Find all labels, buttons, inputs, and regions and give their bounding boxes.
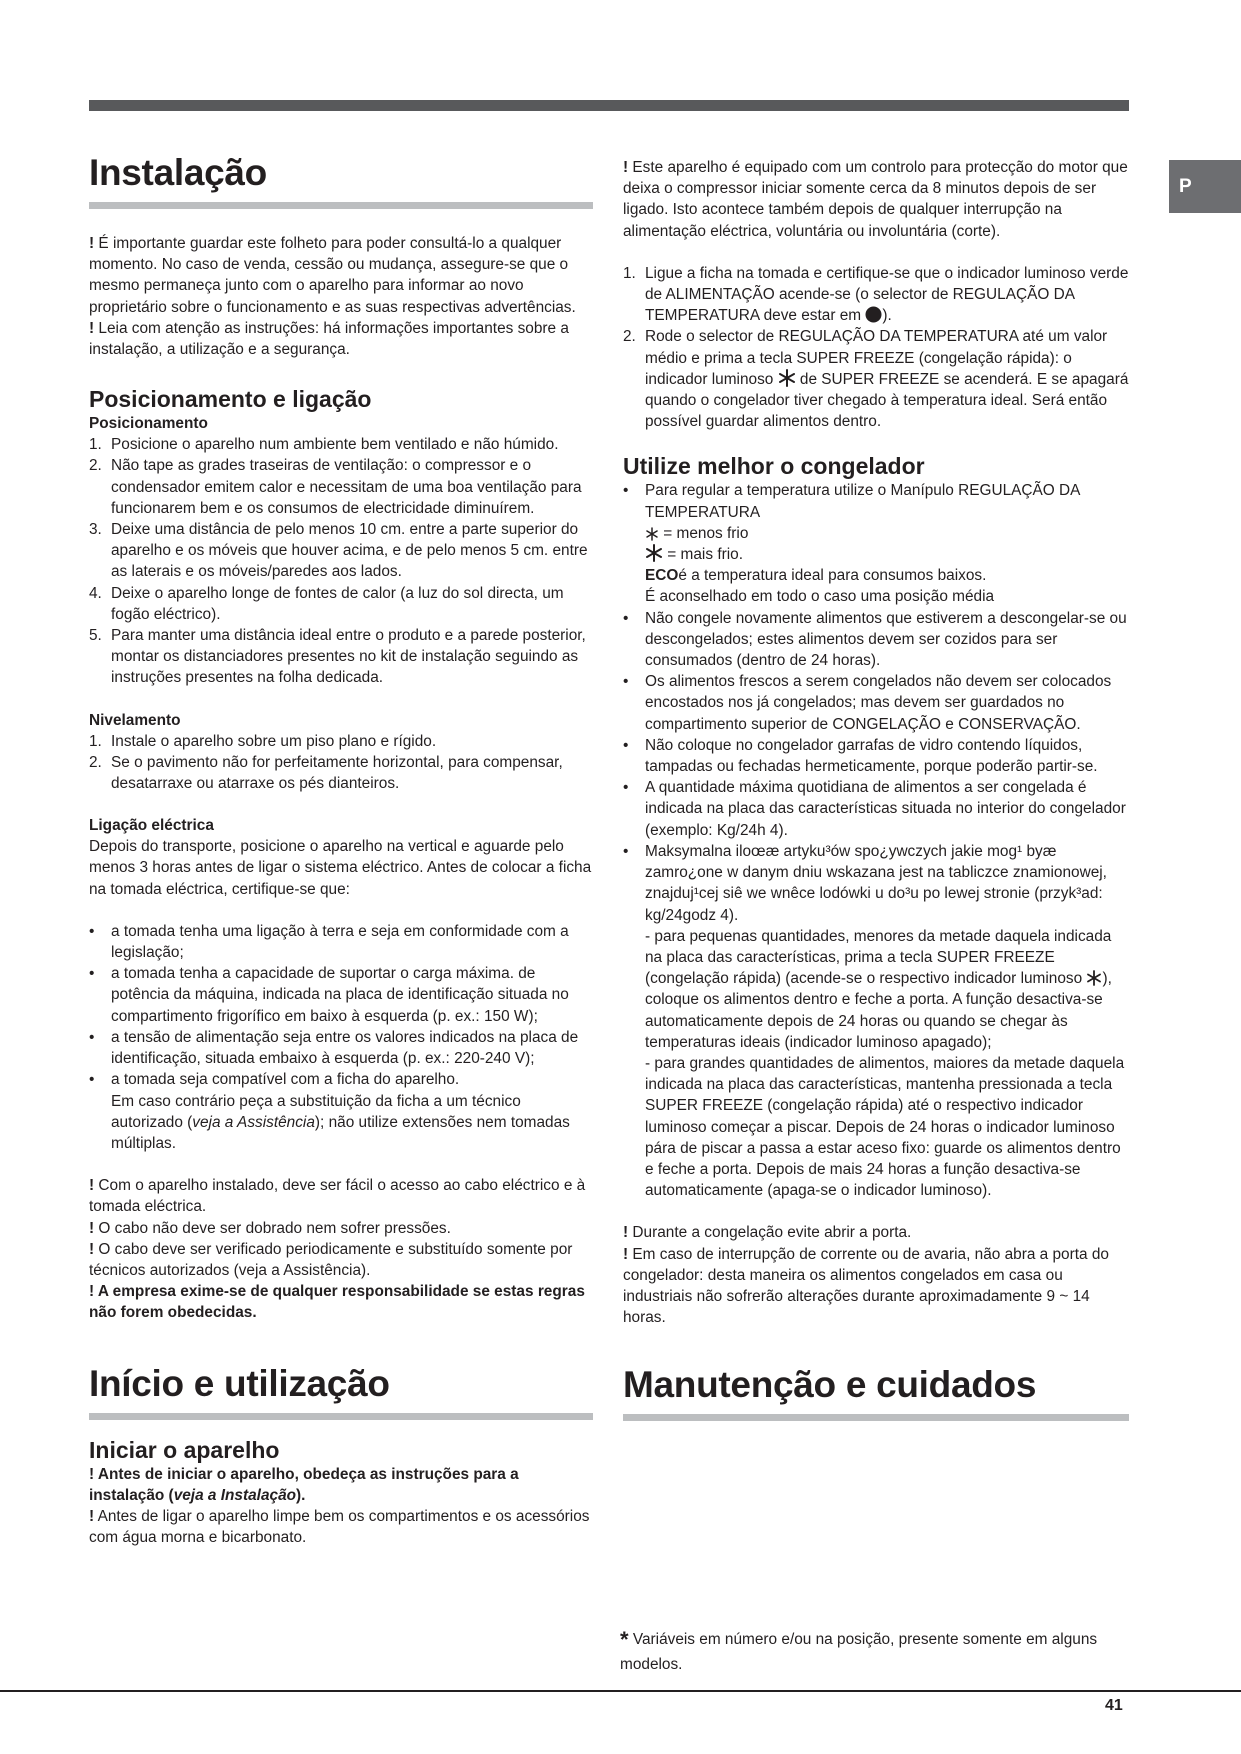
heading-rule xyxy=(89,1413,593,1420)
snowflake-large-icon xyxy=(645,544,663,562)
intro-paragraph: ! É importante guardar este folheto para poder consultá-lo a qualquer momento. No caso de venda, cessão ou mudança, assegure-se que o mesmo permaneça junto com o aparelho para informar ao novo proprietário sobre o funcionamento e as suas respectivas advertências. xyxy=(89,235,576,316)
heading-nivelamento: Nivelamento xyxy=(89,711,181,729)
list-item: 1. Posicione o aparelho num ambiente bem ventilado e não húmido. xyxy=(89,436,559,454)
list-item: • Os alimentos frescos a serem congelados não devem ser colocados encostados nos já congelados; mas devem ser guardados no compartimento superior de CONGELAÇÃO e CONSERVAÇÃO. xyxy=(623,673,1112,733)
heading-utilize-congelador: Utilize melhor o congelador xyxy=(623,453,925,480)
heading-manutencao: Manutenção e cuidados xyxy=(623,1364,1037,1406)
start-instruction: ! Antes de iniciar o aparelho, obedeça as instruções para a instalação (veja a Instalação). xyxy=(89,1465,519,1504)
warning-cable-bend: ! O cabo não deve ser dobrado nem sofrer pressões. xyxy=(89,1219,451,1237)
warning-liability: ! A empresa exime-se de qualquer responsabilidade se estas regras não forem obedecidas. xyxy=(89,1283,585,1322)
list-item: 4. Deixe o aparelho longe de fontes de calor (a luz do sol directa, um fogão eléctrico). xyxy=(89,584,564,623)
footnote: * Variáveis em número e/ou na posição, presente somente em alguns modelos. xyxy=(620,1627,1098,1673)
intro-paragraph-2: ! Leia com atenção as instruções: há informações importantes sobre a instalação, a utilização e a segurança. xyxy=(89,319,569,359)
warning-cable-access: ! Com o aparelho instalado, deve ser fácil o acesso ao cabo eléctrico e à tomada eléctrica. xyxy=(89,1177,586,1216)
page-number: 41 xyxy=(1105,1697,1123,1714)
header-bar xyxy=(89,100,1129,111)
leveling-list xyxy=(89,731,593,795)
list-item: • Não coloque no congelador garrafas de vidro contendo líquidos, tampadas ou fechadas hermeticamente, porque poderão partir-se. xyxy=(623,736,1098,776)
list-item: 1. Instale o aparelho sobre um piso plano e rígido. xyxy=(89,732,437,750)
list-item: • a tomada seja compatível com a ficha do aparelho. Em caso contrário peça a substituição da ficha a um técnico autorizado (veja a Assistência); não utilize extensões nem tomadas múltiplas. xyxy=(89,1071,570,1152)
list-item: • Para regular a temperatura utilize o Manípulo REGULAÇÃO DA TEMPERATURA = menos frio = mais frio. ECOé a temperatura ideal para consumos baixos. É aconselhado em todo o caso uma posição média xyxy=(623,482,1080,606)
heading-posicionamento: Posicionamento xyxy=(89,415,208,433)
motor-protection-note: ! Este aparelho é equipado com um controlo para protecção do motor que deixa o compressor iniciar somente cerca da 8 minutos depois de ser ligado. Isto acontece também depois de qualquer interrupção na alimentação eléctrica, voluntária ou involuntária (corte). xyxy=(623,159,1128,240)
warning-power-failure: ! Em caso de interrupção de corrente ou de avaria, não abra a porta do congelador: desta maneira os alimentos congelados em casa ou industriais não sofrerão alterações durante aproximadamente 9 ~ 14 horas. xyxy=(623,1245,1109,1327)
heading-posicionamento-ligacao: Posicionamento e ligação xyxy=(89,386,372,413)
positioning-list xyxy=(89,434,593,688)
list-item: 2. Rode o selector de REGULAÇÃO DA TEMPERATURA até um valor médio e prima a tecla SUPER FREEZE (congelação rápida): o indicador luminoso de SUPER FREEZE se acenderá. E se apagará quando o congelador tiver chegado à temperatura ideal. Será então possível guardar alimentos dentro. xyxy=(623,328,1129,431)
list-item: 2. Não tape as grades traseiras de ventilação: o compressor e o condensador emitem calor e necessitam de uma boa ventilação para funcionarem bem e os consumos de electricidade diminuírem. xyxy=(89,457,582,517)
startup-steps xyxy=(623,263,1129,433)
list-item: • a tensão de alimentação seja entre os valores indicados na placa de identificação, situada embaixo à esquerda (p. ex.: 220-240 V); xyxy=(89,1028,579,1068)
freezer-tips-list xyxy=(623,480,1129,1201)
start-cleaning: ! Antes de ligar o aparelho limpe bem os compartimentos e os acessórios com água morna e bicarbonato. xyxy=(89,1507,590,1547)
heading-instalacao: Instalação xyxy=(89,152,267,193)
list-item: • Maksymalna iloœæ artyku³ów spo¿ywczych jakie mog¹ byæ zamro¿one w danym dniu wskazana jest na tabliczce znamionowej, znajduj¹cej siê we wnêce lodówki u do³u po lewej stronie (przyk³ad: kg/24godz 4). - para pequenas quantidades, menores da metade daquela indicada na placa das características, prima a tecla SUPER FREEZE (congelação rápida) (acende-se o respectivo indicador luminoso ), coloque os alimentos dentro e feche a porta. A função desactiva-se automaticamente depois de 24 horas ou quando se chegar às temperaturas ideais (indicador luminoso apagado); - para grandes quantidades de alimentos, maiores da metade daquela indicada na placa das características, mantenha pressionada a tecla SUPER FREEZE (congelação rápida) até o respectivo indicador luminoso começar a piscar. Depois de 24 horas o indicador luminoso pára de piscar a passa a estar aceso fixo: guarde os alimentos dentro e feche a porta. Depois de mais 24 horas a função desactiva-se automaticamente (apaga-se o indicador luminoso). xyxy=(623,842,1125,1200)
list-item: 2. Se o pavimento não for perfeitamente horizontal, para compensar, desatarraxe ou atarraxe os pés dianteiros. xyxy=(89,753,563,793)
heading-iniciar-aparelho: Iniciar o aparelho xyxy=(89,1436,280,1463)
snowflake-small-icon xyxy=(645,527,659,541)
left-column xyxy=(89,150,593,1548)
heading-rule xyxy=(89,202,593,209)
list-item: 5. Para manter uma distância ideal entre o produto e a parede posterior, montar os distanciadores presentes no kit de instalação seguindo as instruções presentes na folha dedicada. xyxy=(89,627,586,687)
warning-cable-check: ! O cabo deve ser verificado periodicamente e substituído somente por técnicos autorizados (veja a Assistência). xyxy=(89,1240,573,1279)
heading-inicio-utilizacao: Início e utilização xyxy=(89,1362,390,1404)
list-item: • Não congele novamente alimentos que estiverem a descongelar-se ou descongelados; estes alimentos devem ser cozidos para ser consumados (dentro de 24 horas). xyxy=(623,609,1127,670)
footer-rule xyxy=(0,1690,1241,1692)
warning-door: ! Durante a congelação evite abrir a porta. xyxy=(623,1224,912,1242)
heading-rule xyxy=(623,1414,1129,1421)
list-item: 3. Deixe uma distância de pelo menos 10 cm. entre a parte superior do aparelho e os móveis que houver acima, e de pelo menos 5 cm. entre as laterais e os móveis/paredes aos lados. xyxy=(89,521,588,581)
list-item: 1. Ligue a ficha na tomada e certifique-se que o indicador luminoso verde de ALIMENTAÇÃO acende-se (o selector de REGULAÇÃO DA TEMPERATURA deve estar em ). xyxy=(623,264,1129,325)
dial-off-icon xyxy=(865,306,882,323)
electrical-checklist xyxy=(89,921,593,1154)
list-item: • a tomada tenha uma ligação à terra e seja em conformidade com a legislação; xyxy=(89,922,569,962)
list-item: • A quantidade máxima quotidiana de alimentos a ser congelada é indicada na placa das características situada no interior do congelador (exemplo: Kg/24h 4). xyxy=(623,779,1126,839)
list-item: • a tomada tenha a capacidade de suportar o carga máxima. de potência da máquina, indicada na placa de identificação situada no compartimento frigorífico em baixo à esquerda (p. ex.: 150 W); xyxy=(89,965,569,1025)
electrical-intro: Depois do transporte, posicione o aparelho na vertical e aguarde pelo menos 3 horas antes de ligar o sistema eléctrico. Antes de colocar a ficha na tomada eléctrica, certifique-se que: xyxy=(89,838,592,898)
snowflake-indicator-icon xyxy=(1086,970,1102,986)
right-column xyxy=(623,157,1129,1421)
snowflake-icon xyxy=(778,369,796,387)
language-tab: P xyxy=(1169,160,1241,213)
heading-ligacao-electrica: Ligação eléctrica xyxy=(89,817,214,835)
